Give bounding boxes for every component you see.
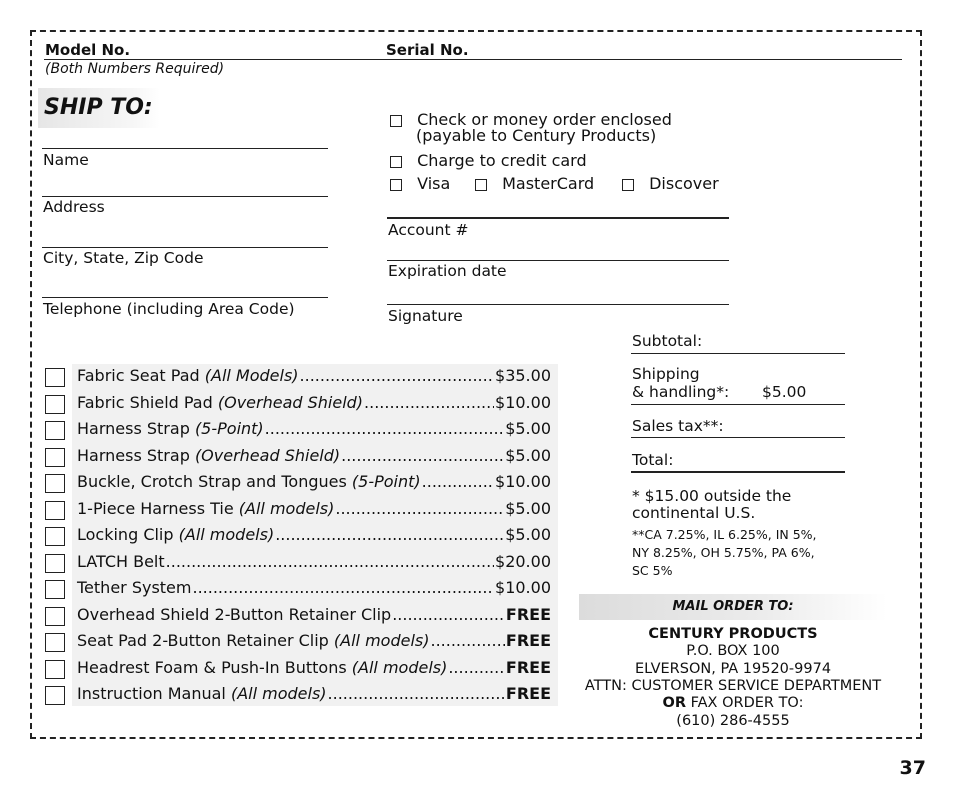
item-name-text: Seat Pad 2-Button Retainer Clip: [77, 631, 334, 650]
fax-order-line: [575, 695, 891, 713]
item-name: [77, 472, 421, 491]
item-row: [77, 472, 551, 494]
item-row: [77, 366, 551, 388]
visa-label: Visa: [417, 174, 451, 193]
mail-order-banner: MAIL ORDER TO:: [579, 594, 887, 620]
shipping-note-line2: continental U.S.: [632, 504, 756, 522]
item-qualifier: (All models): [178, 525, 275, 544]
item-checkbox[interactable]: [45, 474, 65, 493]
discover-checkbox[interactable]: [622, 179, 634, 191]
expiration-label: Expiration date: [388, 262, 507, 280]
telephone-line[interactable]: [42, 297, 328, 298]
item-name: [77, 366, 299, 385]
item-price: $5.00: [505, 499, 551, 518]
mail-po-box: P.O. BOX 100: [686, 643, 780, 659]
item-name-text: Fabric Shield Pad: [77, 393, 218, 412]
item-price: FREE: [505, 605, 551, 624]
city-state-zip-label: City, State, Zip Code: [43, 249, 204, 267]
leader-dots: [328, 684, 505, 703]
item-price: $5.00: [505, 525, 551, 544]
item-checkbox[interactable]: [45, 501, 65, 520]
leader-dots: [335, 499, 504, 518]
item-name: [77, 393, 363, 412]
item-qualifier: (All models): [230, 684, 327, 703]
sales-tax-line[interactable]: [631, 437, 845, 438]
numbers-required-note: (Both Numbers Required): [45, 61, 225, 77]
item-name-text: Locking Clip: [77, 525, 179, 544]
item-name-text: Harness Strap: [77, 419, 195, 438]
account-line[interactable]: [387, 217, 729, 219]
header-line: [44, 59, 902, 60]
item-qualifier: (All models): [238, 499, 335, 518]
tax-note-line3: SC 5%: [632, 563, 673, 578]
fax-order-text: FAX ORDER TO:: [686, 695, 804, 711]
ship-to-heading: SHIP TO:: [38, 88, 160, 128]
account-label: Account #: [388, 221, 469, 239]
item-row: [77, 525, 551, 547]
item-name: [77, 578, 191, 597]
item-qualifier: (Overhead Shield): [194, 446, 341, 465]
check-checkbox[interactable]: [390, 115, 402, 127]
item-checkbox[interactable]: [45, 607, 65, 626]
item-checkbox[interactable]: [45, 633, 65, 652]
model-number-label: Model No.: [45, 41, 131, 59]
discover-label: Discover: [649, 174, 719, 193]
subtotal-label: Subtotal:: [632, 332, 703, 350]
serial-number-label: Serial No.: [386, 41, 469, 59]
sales-tax-label: Sales tax**:: [632, 417, 724, 435]
item-checkbox[interactable]: [45, 368, 65, 387]
leader-dots: [422, 472, 494, 491]
credit-card-label: Charge to credit card: [417, 151, 587, 170]
mail-company: CENTURY PRODUCTS: [648, 626, 818, 642]
item-row: [77, 499, 551, 521]
item-name: [77, 658, 447, 677]
total-label: Total:: [632, 451, 674, 469]
visa-checkbox[interactable]: [390, 179, 402, 191]
shipping-label-line2: & handling*:: [632, 383, 730, 401]
subtotal-line[interactable]: [631, 353, 845, 354]
item-name-text: Tether System: [77, 578, 192, 597]
leader-dots: [364, 393, 494, 412]
item-checkbox[interactable]: [45, 395, 65, 414]
city-state-zip-line[interactable]: [42, 247, 328, 248]
item-name: [77, 605, 391, 624]
item-row: [77, 631, 551, 653]
expiration-line[interactable]: [387, 260, 729, 261]
item-row: [77, 578, 551, 600]
name-line[interactable]: [42, 148, 328, 149]
total-line[interactable]: [631, 471, 845, 473]
item-name: [77, 684, 327, 703]
item-price: $10.00: [495, 472, 551, 491]
tax-note-line2: NY 8.25%, OH 5.75%, PA 6%,: [632, 545, 815, 560]
item-name: [77, 525, 274, 544]
tax-note-line1: **CA 7.25%, IL 6.25%, IN 5%,: [632, 527, 817, 542]
shipping-note-line1: * $15.00 outside the: [632, 487, 792, 505]
leader-dots: [192, 578, 494, 597]
item-qualifier: (All Models): [204, 366, 299, 385]
mastercard-label: MasterCard: [502, 174, 595, 193]
leader-dots: [341, 446, 504, 465]
item-price: $35.00: [495, 366, 551, 385]
item-qualifier: (All models): [333, 631, 430, 650]
address-line[interactable]: [42, 196, 328, 197]
item-checkbox[interactable]: [45, 686, 65, 705]
item-row: [77, 658, 551, 680]
item-checkbox[interactable]: [45, 527, 65, 546]
name-label: Name: [43, 151, 89, 169]
item-price: FREE: [505, 658, 551, 677]
item-price: $10.00: [495, 393, 551, 412]
or-word: OR: [662, 695, 686, 711]
mail-city: ELVERSON, PA 19520-9974: [634, 661, 832, 677]
item-name-text: Overhead Shield 2-Button Retainer Clip: [77, 605, 392, 624]
item-name: [77, 446, 340, 465]
item-name-text: Buckle, Crotch Strap and Tongues: [77, 472, 352, 491]
leader-dots: [265, 419, 505, 438]
item-qualifier: (5-Point): [194, 419, 264, 438]
item-qualifier: (All models): [351, 658, 448, 677]
item-name-text: 1-Piece Harness Tie: [77, 499, 239, 518]
item-checkbox[interactable]: [45, 554, 65, 573]
item-qualifier: (Overhead Shield): [217, 393, 364, 412]
item-price: FREE: [505, 631, 551, 650]
signature-line[interactable]: [387, 304, 729, 305]
signature-label: Signature: [388, 307, 463, 325]
item-price: $10.00: [495, 578, 551, 597]
shipping-line[interactable]: [631, 404, 845, 405]
item-name: [77, 552, 165, 571]
item-price: FREE: [505, 684, 551, 703]
shipping-value: $5.00: [762, 383, 807, 401]
item-row: [77, 419, 551, 441]
item-price: $5.00: [505, 419, 551, 438]
check-payable-note: (payable to Century Products): [416, 126, 657, 145]
mail-attn: ATTN: CUSTOMER SERVICE DEPARTMENT: [584, 678, 882, 694]
leader-dots: [448, 658, 505, 677]
mastercard-checkbox[interactable]: [475, 179, 487, 191]
item-name-text: LATCH Belt: [77, 552, 165, 571]
leader-dots: [275, 525, 504, 544]
item-price: $5.00: [505, 446, 551, 465]
item-row: [77, 684, 551, 706]
leader-dots: [392, 605, 505, 624]
credit-card-checkbox[interactable]: [390, 156, 402, 168]
leader-dots: [430, 631, 504, 650]
mail-phone: (610) 286-4555: [676, 713, 790, 729]
telephone-label: Telephone (including Area Code): [43, 300, 295, 318]
item-name-text: Headrest Foam & Push-In Buttons: [77, 658, 352, 677]
item-price: $20.00: [495, 552, 551, 571]
item-row: [77, 393, 551, 415]
item-name: [77, 499, 334, 518]
item-row: [77, 552, 551, 574]
leader-dots: [300, 366, 494, 385]
item-checkbox[interactable]: [45, 580, 65, 599]
item-name-text: Instruction Manual: [77, 684, 231, 703]
check-label: Check or money order enclosed: [417, 110, 672, 129]
item-name-text: Fabric Seat Pad: [77, 366, 205, 385]
item-qualifier: (5-Point): [351, 472, 421, 491]
page-number: 37: [899, 757, 926, 779]
address-label: Address: [43, 198, 105, 216]
item-name: [77, 419, 264, 438]
item-row: [77, 446, 551, 468]
item-name-text: Harness Strap: [77, 446, 195, 465]
item-checkbox[interactable]: [45, 660, 65, 679]
leader-dots: [166, 552, 494, 571]
item-name: [77, 631, 429, 650]
item-row: [77, 605, 551, 627]
item-checkbox[interactable]: [45, 421, 65, 440]
item-checkbox[interactable]: [45, 448, 65, 467]
shipping-label-line1: Shipping: [632, 365, 700, 383]
